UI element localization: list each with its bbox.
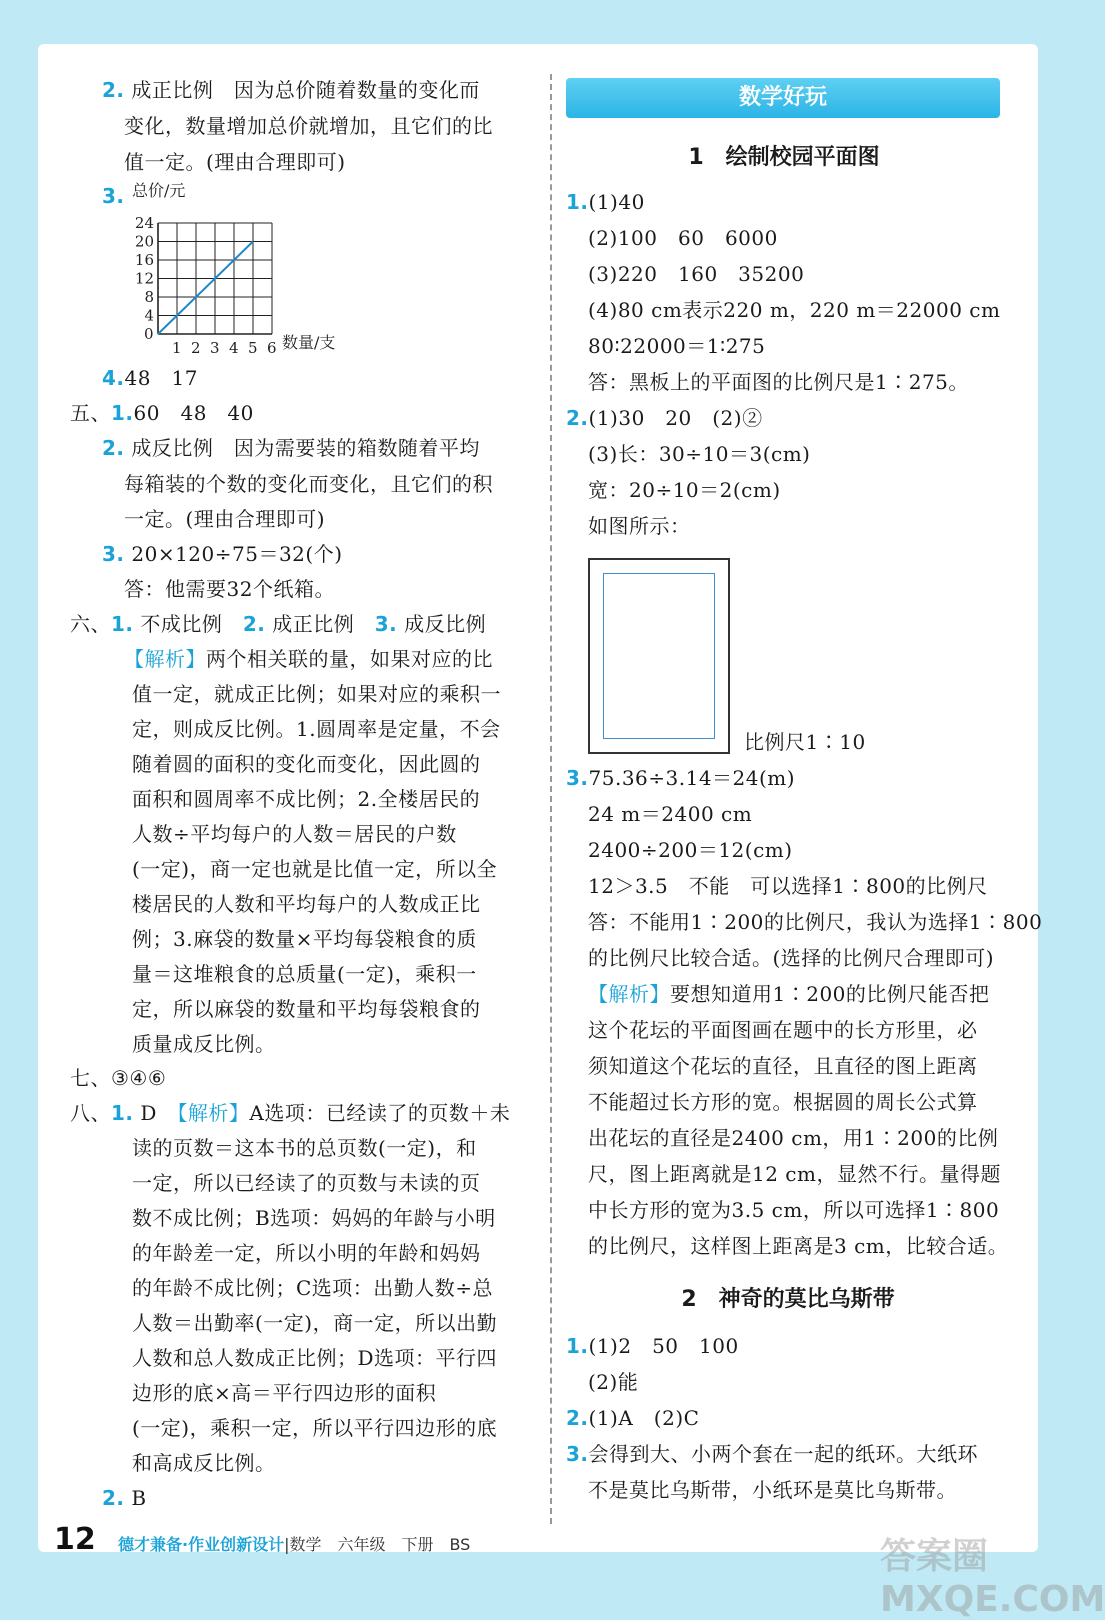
r1-line4: (4)80 cm表示220 m，220 m＝22000 cm [588, 298, 1001, 322]
text: (1)2 50 100 [588, 1334, 739, 1358]
analysis-tag: 【解析】 [124, 647, 206, 671]
q4-4 [102, 366, 198, 390]
r3-analysis-8: 的比例尺，这样图上距离是3 cm，比较合适。 [588, 1234, 1009, 1258]
q6-analysis-1 [124, 647, 493, 671]
q6-analysis-12: 质量成反比例。 [132, 1032, 276, 1056]
question-number: 1. [111, 612, 134, 636]
r1-line5: 80∶22000＝1∶275 [588, 334, 766, 358]
text: 成正比例 因为总价随着数量的变化而 [131, 78, 480, 102]
r3-analysis-6: 尺，图上距离就是12 cm，显然不行。量得题 [588, 1162, 1001, 1186]
s1-line2: (2)能 [588, 1370, 639, 1394]
x-tick-label: 1 [172, 339, 182, 357]
footer-info [118, 1532, 470, 1555]
q4-2-line3: 值一定。(理由合理即可) [124, 150, 346, 174]
r1-line2: (2)100 60 6000 [588, 226, 778, 250]
q5-3-line1 [102, 542, 343, 566]
question-number: 3. [374, 612, 398, 636]
chart-series-line [158, 242, 253, 335]
r2-line2: (3)长：30÷10＝3(cm) [588, 442, 811, 466]
q8-analysis-9: 边形的底×高＝平行四边形的面积 [132, 1381, 437, 1405]
q6-analysis-4: 随着圆的面积的变化而变化，因此圆的 [132, 752, 481, 776]
text: A选项：已经读了的页数＋未 [249, 1101, 511, 1125]
chart-ticks [135, 214, 277, 357]
s1-line1 [566, 1334, 739, 1358]
x-tick-label: 2 [191, 339, 201, 357]
question-number: 3. [566, 1442, 589, 1466]
question-number: 1. [111, 1101, 134, 1125]
chart-origin-label: 0 [144, 325, 154, 343]
q8-2 [102, 1486, 147, 1510]
footer-brand: 德才兼备·作业创新设计 [118, 1535, 285, 1554]
text: 不成比例 [140, 612, 223, 636]
q8-1-line1 [70, 1101, 510, 1125]
x-tick-label: 3 [210, 339, 220, 357]
text: D [140, 1101, 157, 1125]
q8-analysis-10: (一定)，乘积一定，所以平行四边形的底 [132, 1416, 498, 1440]
section-number: 八、 [70, 1101, 111, 1125]
r3-line1 [566, 766, 795, 790]
q6-analysis-9: 例；3.麻袋的数量×平均每袋粮食的质 [132, 927, 477, 951]
question-number: 2. [102, 78, 125, 102]
q5-3-line2: 答：他需要32个纸箱。 [124, 577, 335, 601]
x-tick-label: 6 [267, 339, 277, 357]
section-number: 七、 [70, 1066, 111, 1090]
question-number: 2. [566, 406, 589, 430]
q8-analysis-3: 一定，所以已经读了的页数与未读的页 [132, 1171, 481, 1195]
r3-analysis-7: 中长方形的宽为3.5 cm，所以可选择1∶800 [588, 1198, 1000, 1222]
r2-line3: 宽：20÷10＝2(cm) [588, 478, 781, 502]
y-tick-label: 24 [134, 214, 154, 232]
analysis-tag: 【解析】 [177, 1101, 250, 1125]
q6-analysis-10: 量＝这堆粮食的总质量(一定)，乘积一 [132, 962, 477, 986]
text: 两个相关联的量，如果对应的比 [206, 647, 493, 671]
r3-analysis-1 [588, 982, 989, 1006]
question-number: 2. [102, 436, 125, 460]
scale-label: 比例尺1∶10 [744, 730, 866, 754]
q8-analysis-7: 人数＝出勤率(一定)，商一定，所以出勤 [132, 1311, 498, 1335]
text: 成反比例 因为需要装的箱数随着平均 [131, 436, 480, 460]
section-number: 五、 [70, 401, 111, 425]
s3-line1 [566, 1442, 978, 1466]
q5-2-line2: 每箱装的个数的变化而变化，且它们的积 [124, 472, 493, 496]
chart-xlabel: 数量/支 [282, 333, 336, 352]
lesson-1-title: 1 绘制校园平面图 [688, 145, 880, 170]
y-tick-label: 16 [134, 251, 154, 269]
r3-line2: 24 m＝2400 cm [588, 802, 753, 826]
r2-line4: 如图所示： [588, 514, 691, 538]
text: 成正比例 [272, 612, 355, 636]
r1-line1 [566, 190, 645, 214]
y-tick-label: 4 [144, 306, 154, 325]
r1-line3: (3)220 160 35200 [588, 262, 805, 286]
r3-line4: 12＞3.5 不能 可以选择1∶800的比例尺 [588, 874, 988, 898]
r3-line5: 答：不能用1∶200的比例尺，我认为选择1∶800 [588, 910, 1043, 934]
text: 成反比例 [404, 612, 487, 636]
question-number: 1. [566, 190, 589, 214]
r3-analysis-3: 须知道这个花坛的直径，且直径的图上距离 [588, 1054, 978, 1078]
page-number: 12 [54, 1522, 96, 1557]
answer-page [38, 44, 1105, 1620]
question-number: 3. [102, 542, 125, 566]
q6-analysis-6: 人数÷平均每户的人数＝居民的户数 [132, 822, 457, 846]
x-tick-label: 5 [248, 339, 258, 357]
q6-analysis-11: 定，所以麻袋的数量和平均每袋粮食的 [132, 997, 481, 1021]
q4-2-line2: 变化，数量增加总价就增加，且它们的比 [124, 114, 493, 138]
q8-analysis-6: 的年龄不成比例；C选项：出勤人数÷总 [132, 1276, 494, 1300]
question-number: 3. [102, 184, 125, 208]
lesson-2-title: 2 神奇的莫比乌斯带 [681, 1287, 895, 1312]
q8-analysis-8: 人数和总人数成正比例；D选项：平行四 [132, 1346, 498, 1370]
question-number: 1. [566, 1334, 589, 1358]
text: ③④⑥ [111, 1066, 167, 1090]
text: 20×120÷75＝32(个) [131, 542, 343, 566]
floor-plan-figure [588, 558, 730, 754]
q6-analysis-7: (一定)，商一定也就是比值一定，所以全 [132, 857, 498, 881]
r3-analysis-2: 这个花坛的平面图画在题中的长方形里，必 [588, 1018, 978, 1042]
section-number: 六、 [70, 612, 111, 636]
section-banner: 数学好玩 [566, 78, 1000, 118]
question-number: 2. [566, 1406, 589, 1430]
r3-analysis-4: 不能超过长方形的宽。根据圆的周长公式算 [588, 1090, 978, 1114]
r3-line6: 的比例尺比较合适。(选择的比例尺合理即可) [588, 946, 995, 970]
text: (1)A (2)C [588, 1406, 700, 1430]
y-tick-label: 20 [134, 232, 154, 251]
question-number: 2. [242, 612, 266, 636]
y-tick-label: 8 [144, 288, 154, 306]
q8-analysis-5: 的年龄差一定，所以小明的年龄和妈妈 [132, 1241, 481, 1265]
q6-answers [70, 612, 486, 636]
q8-analysis-4: 数不成比例；B选项：妈妈的年龄与小明 [132, 1206, 496, 1230]
price-quantity-chart [118, 180, 358, 357]
s2-line1 [566, 1406, 699, 1430]
y-tick-label: 12 [134, 269, 154, 288]
analysis-tag: 【解析】 [588, 982, 670, 1006]
q8-analysis-2: 读的页数＝这本书的总页数(一定)，和 [132, 1136, 477, 1160]
q5-1 [70, 401, 254, 425]
watermark: 答案圈 MXQE.COM [880, 1536, 1105, 1620]
text: 会得到大、小两个套在一起的纸环。大纸环 [588, 1442, 979, 1466]
q4-2-line1 [102, 78, 480, 102]
q6-analysis-8: 楼居民的人数和平均每户的人数成正比 [132, 892, 481, 916]
q6-analysis-3: 定，则成反比例。1.圆周率是定量，不会 [132, 717, 501, 741]
chart-ylabel: 总价/元 [132, 181, 186, 200]
q8-analysis-11: 和高成反比例。 [132, 1451, 276, 1475]
text: 48 17 [124, 366, 198, 390]
text: (1)40 [588, 190, 645, 214]
floor-plan-inner-rect [603, 573, 715, 739]
s3-line2: 不是莫比乌斯带，小纸环是莫比乌斯带。 [588, 1478, 957, 1502]
question-number: 2. [102, 1486, 125, 1510]
q5-2-line1 [102, 436, 480, 460]
question-number: 1. [111, 401, 134, 425]
q6-analysis-2: 值一定，就成正比例；如果对应的乘积一 [132, 682, 501, 706]
question-number: 4. [102, 366, 125, 390]
text: B [131, 1486, 147, 1510]
q7 [70, 1066, 166, 1090]
r2-line1 [566, 406, 763, 430]
r3-analysis-5: 出花坛的直径是2400 cm，用1∶200的比例 [588, 1126, 999, 1150]
q6-analysis-5: 面积和圆周率不成比例；2.全楼居民的 [132, 787, 481, 811]
question-number: 3. [566, 766, 589, 790]
footer-subject: |数学 六年级 下册 BS [284, 1535, 471, 1554]
r3-line3: 2400÷200＝12(cm) [588, 838, 793, 862]
x-tick-label: 4 [229, 339, 239, 357]
r1-line6: 答：黑板上的平面图的比例尺是1∶275。 [588, 370, 969, 394]
q5-2-line3: 一定。(理由合理即可) [124, 507, 326, 531]
text: (1)30 20 (2)② [588, 406, 763, 430]
text: 要想知道用1∶200的比例尺能否把 [670, 982, 990, 1006]
text: 60 48 40 [133, 401, 254, 425]
text: 75.36÷3.14＝24(m) [588, 766, 796, 790]
